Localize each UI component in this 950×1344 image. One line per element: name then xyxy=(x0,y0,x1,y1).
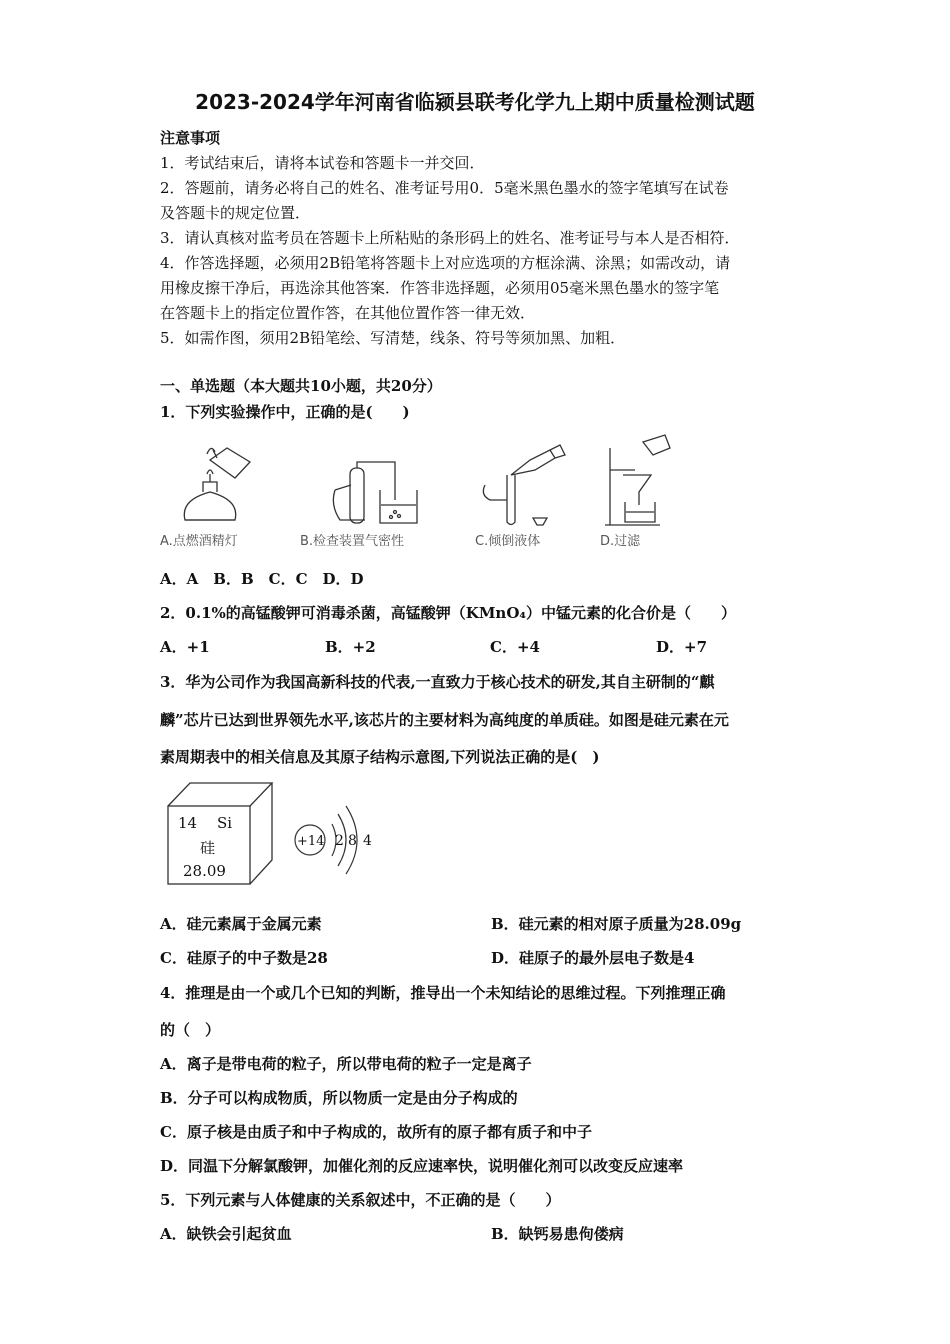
q1-caption-c: C.倾倒液体 xyxy=(475,534,541,549)
q1-caption-d: D.过滤 xyxy=(600,534,641,549)
q5-option-b: B．缺钙易患佝偻病 xyxy=(491,1225,624,1243)
q3-option-d: D．硅原子的最外层电子数是4 xyxy=(491,949,695,967)
q4-stem-line: 的（ ） xyxy=(160,1021,221,1039)
q4-option-a: A．离子是带电荷的粒子，所以带电荷的粒子一定是离子 xyxy=(160,1055,532,1073)
nucleus-charge: +14 xyxy=(297,834,325,849)
shell-electrons-2: 8 xyxy=(348,833,357,849)
pouring-liquid-icon xyxy=(483,445,565,525)
q3-stem-line: 麟”芯片已达到世界领先水平,该芯片的主要材料为高纯度的单质硅。如图是硅元素在元 xyxy=(160,711,729,729)
notice-line: 及答题卡的规定位置． xyxy=(160,204,311,222)
q5-option-a: A．缺铁会引起贫血 xyxy=(160,1225,292,1243)
q3-stem-line: 素周期表中的相关信息及其原子结构示意图,下列说法正确的是( ) xyxy=(160,748,600,766)
q2-option-a: A．+1 xyxy=(160,638,210,656)
notice-line: 3．请认真核对监考员在答题卡上所粘贴的条形码上的姓名、准考证号与本人是否相符． xyxy=(160,229,740,247)
q5-stem: 5．下列元素与人体健康的关系叙述中，不正确的是（ ） xyxy=(160,1191,561,1209)
q4-option-c: C．原子核是由质子和中子构成的，故所有的原子都有质子和中子 xyxy=(160,1123,592,1141)
notice-line: 2．答题前，请务必将自己的姓名、准考证号用0．5毫米黑色墨水的签字笔填写在试卷 xyxy=(160,179,729,197)
notice-heading: 注意事项 xyxy=(160,129,221,147)
q4-stem-line: 4．推理是由一个或几个已知的判断，推导出一个未知结论的思维过程。下列推理正确 xyxy=(160,984,726,1002)
element-number: 14 xyxy=(178,814,198,832)
shell-electrons-1: 2 xyxy=(335,833,344,849)
q1-options: A．A B．B C．C D．D xyxy=(160,570,364,588)
shell-electrons-3: 4 xyxy=(363,833,372,849)
q1-stem: 1．下列实验操作中，正确的是( ) xyxy=(160,403,410,421)
element-name: 硅 xyxy=(200,839,216,857)
q3-silicon-figure xyxy=(160,778,390,890)
notice-line: 4．作答选择题，必须用2B铅笔将答题卡上对应选项的方框涂满、涂黑；如需改动，请 xyxy=(160,254,731,272)
notice-line: 1．考试结束后，请将本试卷和答题卡一并交回． xyxy=(160,154,485,172)
q3-option-a: A．硅元素属于金属元素 xyxy=(160,915,322,933)
filtration-apparatus-icon xyxy=(605,435,670,525)
q1-caption-a: A.点燃酒精灯 xyxy=(160,534,238,549)
page-title: 2023-2024学年河南省临颍县联考化学九上期中质量检测试题 xyxy=(195,90,755,114)
q4-option-b: B．分子可以构成物质，所以物质一定是由分子构成的 xyxy=(160,1089,518,1107)
q2-option-d: D．+7 xyxy=(656,638,708,656)
q2-option-b: B．+2 xyxy=(325,638,376,656)
q3-stem-line: 3．华为公司作为我国高新科技的代表,一直致力于核心技术的研发,其自主研制的“麒 xyxy=(160,673,715,691)
notice-line: 用橡皮擦干净后，再选涂其他答案．作答非选择题，必须用05毫米黑色墨水的签字笔 xyxy=(160,279,720,297)
airtightness-apparatus-icon xyxy=(333,462,417,523)
q2-stem: 2．0.1%的高锰酸钾可消毒杀菌，高锰酸钾（KMnO₄）中锰元素的化合价是（ ） xyxy=(160,604,736,622)
section-heading: 一、单选题（本大题共10小题，共20分） xyxy=(160,377,442,395)
notice-line: 在答题卡上的指定位置作答，在其他位置作答一律无效． xyxy=(160,304,536,322)
notice-line: 5．如需作图，须用2B铅笔绘、写清楚，线条、符号等须加黑、加粗． xyxy=(160,329,626,347)
element-mass: 28.09 xyxy=(183,862,226,880)
q1-lab-figures xyxy=(155,430,695,555)
q1-caption-b: B.检查装置气密性 xyxy=(300,534,405,549)
alcohol-lamp-icon xyxy=(184,448,250,520)
q3-option-c: C．硅原子的中子数是28 xyxy=(160,949,328,967)
q3-option-b: B．硅元素的相对原子质量为28.09g xyxy=(491,915,742,933)
q2-option-c: C．+4 xyxy=(490,638,540,656)
element-symbol: Si xyxy=(217,814,233,832)
q4-option-d: D．同温下分解氯酸钾，加催化剂的反应速率快，说明催化剂可以改变反应速率 xyxy=(160,1157,684,1175)
